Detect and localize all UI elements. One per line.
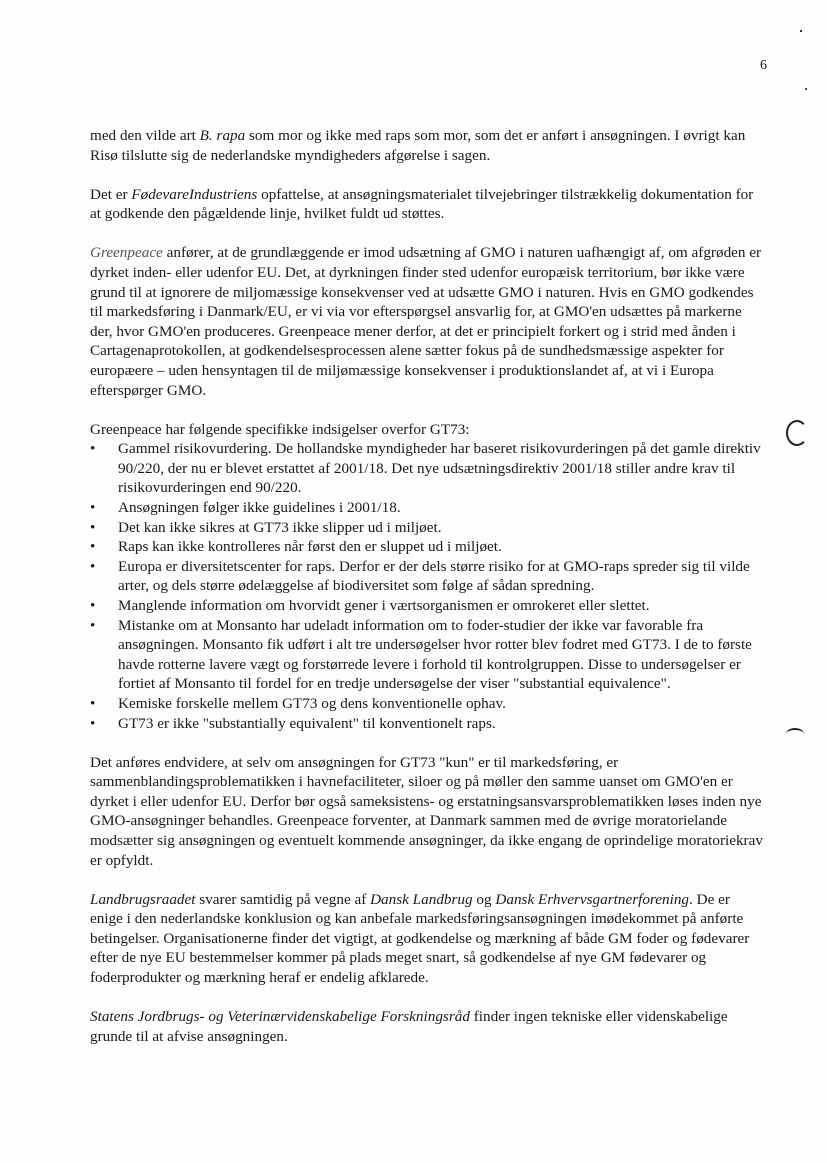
paragraph-riso: med den vilde art B. rapa som mor og ikke med raps som mor, som det er anført i ansøgningen. I øvrigt kan Risø tilslutte sig de nederlandske myndigheders afgørelse i sagen. xyxy=(90,127,746,164)
punch-hole-mark xyxy=(786,728,804,740)
page-number: 6 xyxy=(760,58,767,73)
punch-hole-mark xyxy=(786,420,808,446)
list-item: • Gammel risikovurdering. De hollandske myndigheder har baseret risikovurderingen på det gamle direktiv 90/220, der nu er blevet erstattet af 2001/18. Det nye udsætningsdirektiv 2001/18 stiller andre krav til risikovurderingen end 90/220. xyxy=(118,439,766,498)
list-item: • Kemiske forskelle mellem GT73 og dens konventionelle ophav. xyxy=(118,694,766,714)
paragraph-forskningsraad: Statens Jordbrugs- og Veterinærvidenskabelige Forskningsråd finder ingen tekniske eller videnskabelige grunde til at afvise ansøgningen. xyxy=(90,1008,728,1045)
paragraph-greenpeace: Greenpeace anfører, at de grundlæggende er imod udsætning af GMO i naturen uafhængigt af, om afgrøden er dyrket inden- eller udenfor EU. Det, at dyrkningen finder sted udenfor europæisk territorium, bør ikke være grund til at ignorere de miljomæssige konsekvenser ved at udsætte GMO i naturen. Hvis en GMO godkendes til markedsføring i Danmark/EU, er vi via vor efterspørgsel ansvarlig for, at GMO'en udsættes på markerne der, hvor GMO'en produceres. Greenpeace mener derfor, at det er principielt forkert og i strid med ånden i Cartagenaprotokollen, at godkendelsesprocessen alene sætter fokus på de sundhedsmæssige aspekter for europæere – uden hensyntagen til de miljømæssige konsekvenser i produktionslandet af, at vi i Europa efterspørger GMO. xyxy=(90,244,762,399)
paragraph-sammenblanding: Det anføres endvidere, at selv om ansøgningen for GT73 "kun" er til markedsføring, er sammenblandingsproblematikken i havnefaciliteter, siloer og på møller den samme uanset om GMO'en er dyrket i eller udenfor EU. Derfor bør også sameksistens- og erstatningsansvarsproblematikken løses inden nye GMO-ansøgninger behandles. Greenpeace forventer, at Danmark sammen med de øvrige moratorielande modsætter sig ansøgningen og eventuelt kommende ansøgninger, da ikke engang de oprindelige moratoriekrav er opfyldt. xyxy=(90,753,763,869)
list-item: • Mistanke om at Monsanto har udeladt information om to foder-studier der ikke var favorable fra ansøgningen. Monsanto fik udført i alt tre undersøgelser hvor rotter blev fodret med GT73. I de to første havde rotterne lavere vægt og forstørrede levere i forhold til kontrolgruppen. Disse to undersøgelser er fortiet af Monsanto til fordel for en tredje undersøgelse der viser "substantial equivalence". xyxy=(118,616,766,694)
list-item: • Raps kan ikke kontrolleres når først den er sluppet ud i miljøet. xyxy=(118,537,766,557)
list-item: • Det kan ikke sikres at GT73 ikke slipper ud i miljøet. xyxy=(118,518,766,538)
paragraph-landbrugsraadet: Landbrugsraadet svarer samtidig på vegne af Dansk Landbrug og Dansk Erhvervsgartnerforening. De er enige i den nederlandske konklusion og kan anbefale markedsføringsansøgningen imødekommet på anførte betingelser. Organisationerne finder det vigtigt, at godkendelse og mærkning af både GM foder og fødevarer efter de nye EU bestemmelser kommer på plads meget snart, så godkendelse af nye GM fødevarer og foderprodukter og mærkning heraf er endelig afklarede. xyxy=(90,890,750,987)
list-item: • Ansøgningen følger ikke guidelines i 2001/18. xyxy=(118,498,766,518)
list-item: • Manglende information om hvorvidt gener i værtsorganismen er omrokeret eller slettet. xyxy=(118,596,766,616)
objection-list xyxy=(90,439,766,733)
paragraph-greenpeace-intro: Greenpeace har følgende specifikke indsigelser overfor GT73: xyxy=(90,420,470,438)
scan-speck xyxy=(805,88,807,90)
list-item: • GT73 er ikke "substantially equivalent" til konventionelt raps. xyxy=(118,714,766,734)
paragraph-fodevareindustrien: Det er FødevareIndustriens opfattelse, at ansøgningsmaterialet tilvejebringer tilstrækkelig dokumentation for at godkende den pågældende linje, hvilket fuldt ud støttes. xyxy=(90,185,754,223)
list-item: • Europa er diversitetscenter for raps. Derfor er der dels større risiko for at GMO-raps spreder sig til vilde arter, og dels større ødelæggelse af biodiversitet som følge af sådan spredning. xyxy=(118,557,766,596)
document-body xyxy=(90,126,766,1066)
scan-speck xyxy=(800,30,802,32)
